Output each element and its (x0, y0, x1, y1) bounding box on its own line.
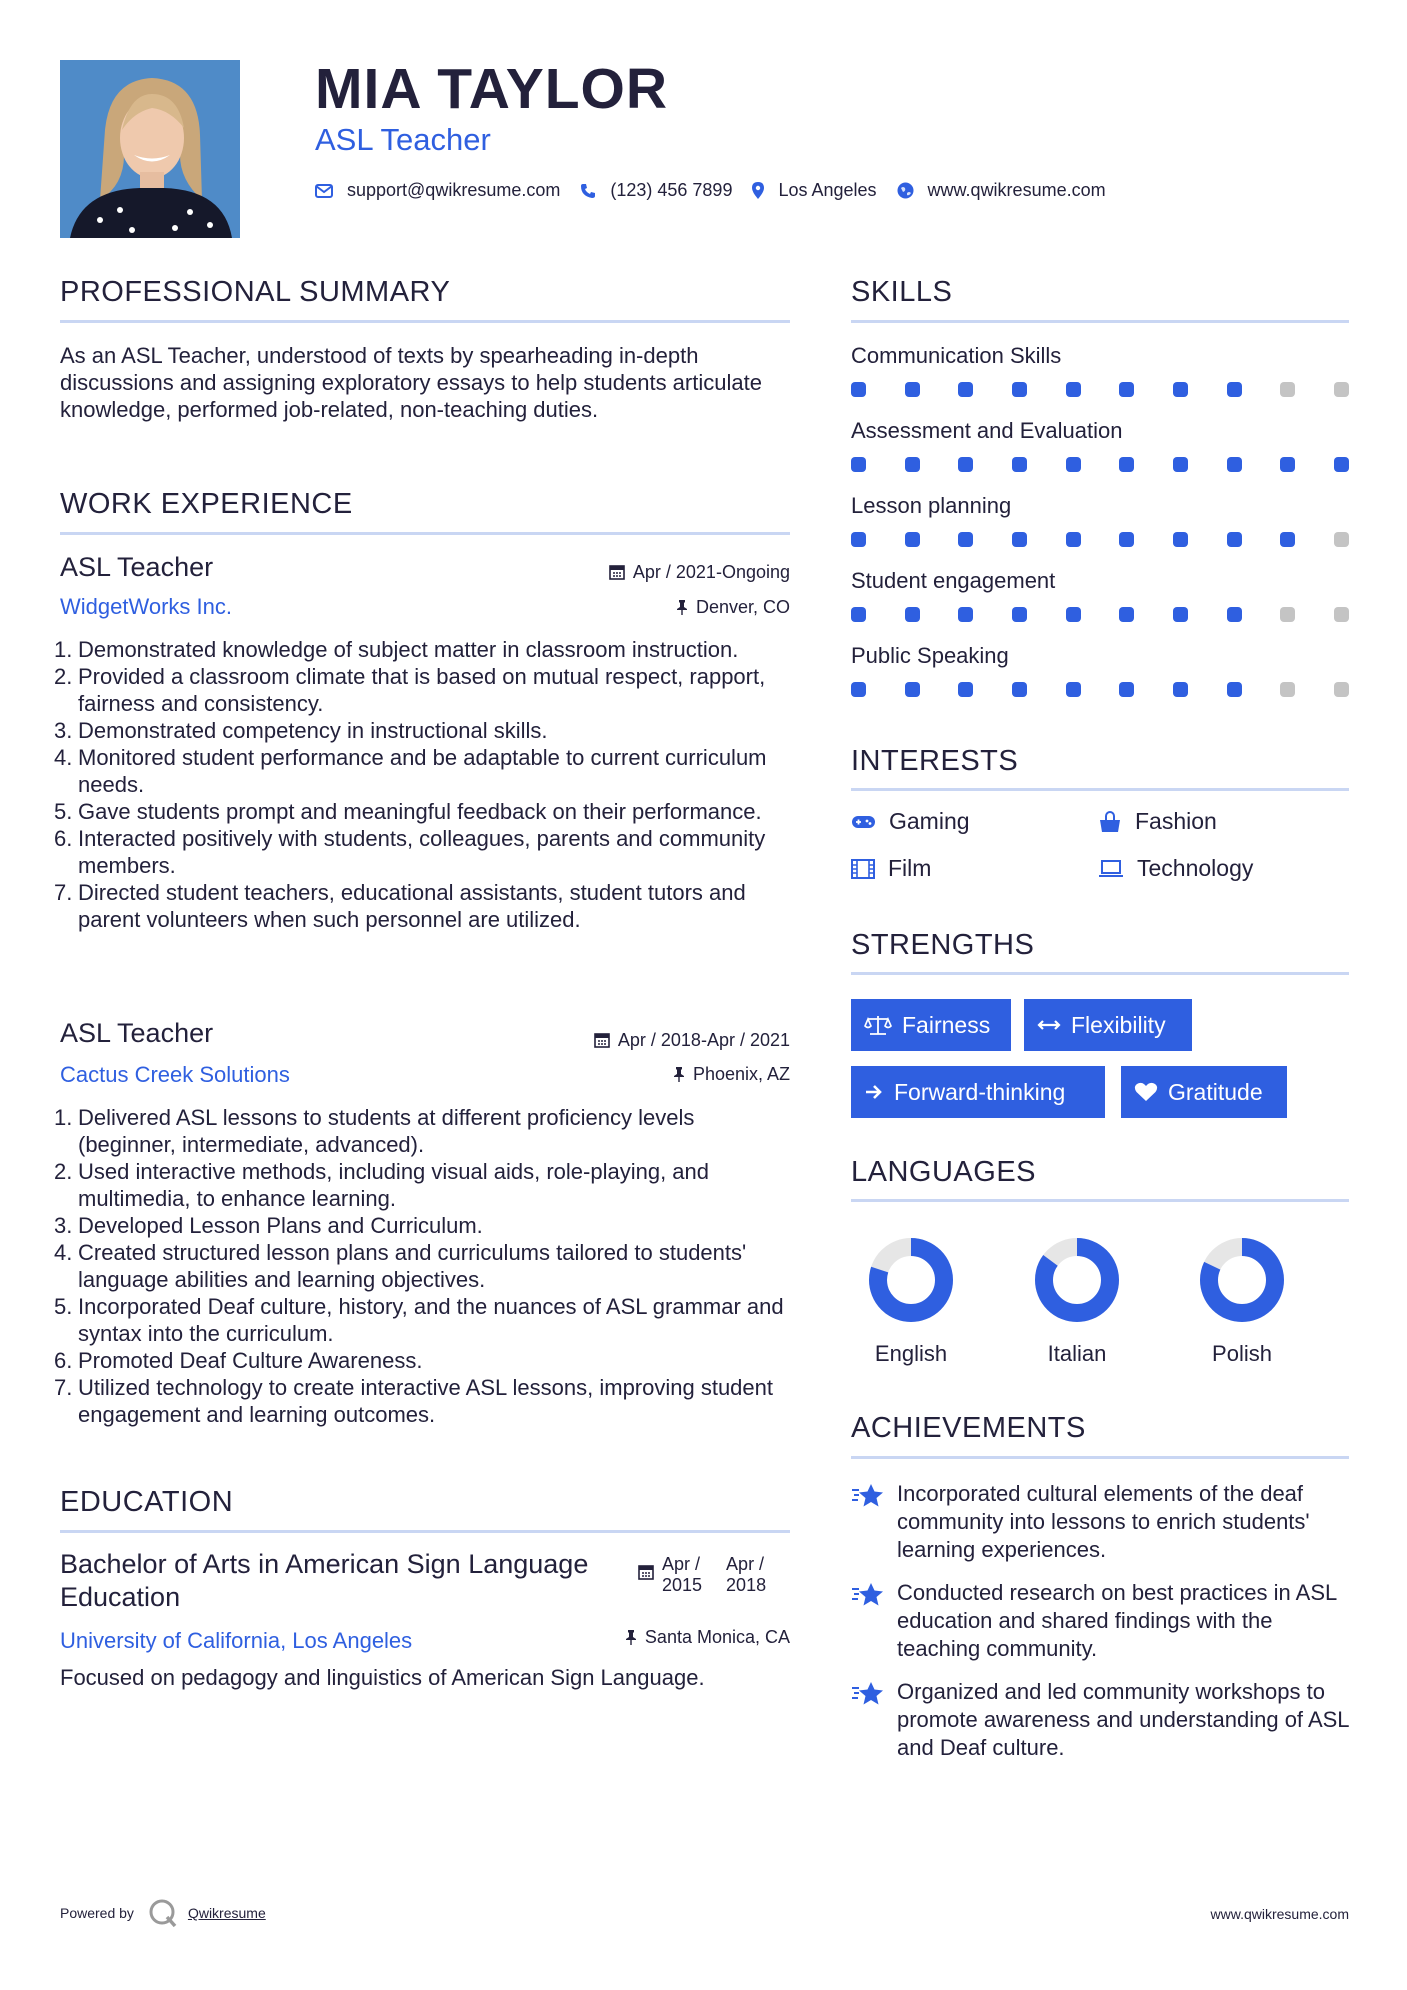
balance-scale-icon (864, 1014, 892, 1036)
language-donut (1032, 1235, 1122, 1325)
list-item: 5. Gave students prompt and meaningful feedback on their performance. (54, 799, 762, 824)
skill-dot-empty (1280, 382, 1295, 397)
achievement-text: Incorporated cultural elements of the deaf community into lessons to enrich students' learning experiences. (897, 1481, 1310, 1562)
skill-dot-filled (1227, 382, 1242, 397)
skill-rating (851, 457, 1349, 475)
powered-by-label: Powered by (60, 1905, 134, 1921)
language-name: English (874, 1341, 948, 1366)
job-dates (594, 1030, 790, 1053)
list-item: 4. Monitored student performance and be adaptable to current curriculum needs. (54, 745, 767, 797)
arrows-horizontal-icon (1037, 1018, 1061, 1032)
skill-dot-filled (958, 457, 973, 472)
strength-label: Fairness (902, 1011, 991, 1038)
skills-divider (851, 320, 1349, 323)
language-item (1017, 1235, 1137, 1367)
contact-website[interactable]: www.qwikresume.com (927, 180, 1106, 200)
education-location (625, 1627, 790, 1650)
profile-photo (60, 60, 240, 238)
list-item: 6. Promoted Deaf Culture Awareness. (54, 1348, 423, 1373)
language-name: Italian (1047, 1341, 1107, 1366)
film-icon (851, 859, 875, 879)
skill-dot-filled (1280, 532, 1295, 547)
skill-dot-empty (1334, 682, 1349, 697)
language-item (851, 1235, 971, 1367)
footer-powered-by (60, 1898, 266, 1928)
skill-dot-filled (905, 382, 920, 397)
calendar-icon (609, 564, 625, 585)
list-item: 3. Developed Lesson Plans and Curriculum. (54, 1213, 483, 1238)
skill-dot-filled (1012, 682, 1027, 697)
skill-dot-filled (1119, 457, 1134, 472)
candidate-name: MIA TAYLOR (315, 57, 669, 121)
skill-dot-empty (1280, 682, 1295, 697)
skill-dot-filled (1012, 457, 1027, 472)
strengths-divider (851, 972, 1349, 975)
skill-dot-filled (1227, 457, 1242, 472)
envelope-icon (315, 184, 333, 198)
job-location-text: Denver, CO (695, 597, 790, 617)
skill-dot-filled (905, 532, 920, 547)
skill-dot-filled (1173, 532, 1188, 547)
skill-dot-filled (1227, 682, 1242, 697)
skill-dot-filled (1173, 607, 1188, 622)
skill-dot-empty (1280, 607, 1295, 622)
education-start-year: 2015 (662, 1575, 703, 1595)
achievement-text: Conducted research on best practices in ASL education and shared findings with the teaching community. (897, 1580, 1337, 1661)
skill-dot-filled (958, 607, 973, 622)
education-location-text: Santa Monica, CA (644, 1627, 790, 1647)
star-icon (851, 1680, 885, 1708)
calendar-icon (638, 1564, 654, 1596)
summary-heading: PROFESSIONAL SUMMARY (60, 276, 451, 308)
interests-heading: INTERESTS (851, 745, 1019, 777)
candidate-role: ASL Teacher (315, 122, 491, 157)
skill-dot-filled (958, 382, 973, 397)
laptop-icon (1098, 860, 1124, 878)
skill-dot-filled (1012, 382, 1027, 397)
education-start (662, 1554, 702, 1596)
education-end (726, 1554, 766, 1596)
duty-text: Gave students prompt and meaningful feedback on their performance. (78, 799, 762, 824)
duty-text: Utilized technology to create interactive ASL lessons, improving student engagement and learning outcomes. (78, 1375, 773, 1427)
interest-item (1098, 855, 1253, 882)
skill-label: Public Speaking (851, 643, 1009, 668)
languages-heading: LANGUAGES (851, 1156, 1036, 1188)
skill-dot-filled (1227, 532, 1242, 547)
interest-item (851, 808, 970, 835)
skill-label: Student engagement (851, 568, 1056, 593)
duty-text: Incorporated Deaf culture, history, and the nuances of ASL grammar and syntax into the curriculum. (78, 1294, 784, 1346)
duty-text: Directed student teachers, educational assistants, student tutors and parent volunteers when such personnel are utilized. (78, 880, 746, 932)
skill-rating (851, 607, 1349, 625)
arrow-right-icon (864, 1083, 884, 1101)
language-donut (866, 1235, 956, 1325)
list-item: 2. Used interactive methods, including visual aids, role-playing, and multimedia, to enhance learning. (54, 1159, 710, 1211)
map-marker-icon (752, 182, 764, 199)
skill-dot-filled (905, 607, 920, 622)
achievements-divider (851, 1456, 1349, 1459)
duty-text: Demonstrated knowledge of subject matter in classroom instruction. (78, 637, 739, 662)
education-end-year: 2018 (726, 1575, 767, 1595)
strength-tag (851, 1066, 1105, 1118)
strength-label: Flexibility (1071, 1011, 1166, 1038)
strength-tag (1024, 999, 1192, 1051)
skill-dot-empty (1334, 532, 1349, 547)
achievement-item (851, 1678, 1361, 1762)
star-icon (851, 1581, 885, 1609)
education-dates (638, 1554, 766, 1596)
list-item: 6. Interacted positively with students, colleagues, parents and community members. (54, 826, 766, 878)
education-school: University of California, Los Angeles (60, 1628, 413, 1653)
job-title: ASL Teacher (60, 552, 214, 582)
pin-icon (625, 1629, 637, 1650)
contact-email[interactable]: support@qwikresume.com (347, 180, 561, 200)
strength-label: Forward-thinking (894, 1078, 1066, 1105)
skill-dot-filled (1119, 532, 1134, 547)
globe-icon (897, 182, 914, 199)
skill-label: Communication Skills (851, 343, 1062, 368)
duty-text: Provided a classroom climate that is based on mutual respect, rapport, fairness and consistency. (78, 664, 766, 716)
qwikresume-link[interactable]: Qwikresume (187, 1905, 266, 1921)
skill-dot-filled (958, 682, 973, 697)
education-heading: EDUCATION (60, 1486, 234, 1518)
duty-text: Delivered ASL lessons to students at different proficiency levels (beginner, intermediate, advanced). (78, 1105, 695, 1157)
duty-text: Interacted positively with students, colleagues, parents and community members. (78, 826, 766, 878)
achievements-heading: ACHIEVEMENTS (851, 1412, 1086, 1444)
job-dates-text: Apr / 2021-Ongoing (632, 562, 790, 582)
skill-dot-filled (851, 682, 866, 697)
job-company: Cactus Creek Solutions (60, 1062, 290, 1087)
skill-dot-filled (1280, 457, 1295, 472)
contact-bar (315, 180, 1126, 201)
job-duties-list (54, 636, 798, 933)
interest-label: Technology (1137, 855, 1254, 881)
education-divider (60, 1530, 790, 1533)
skill-dot-filled (1066, 457, 1081, 472)
gamepad-icon (851, 814, 876, 830)
job-company: WidgetWorks Inc. (60, 594, 232, 619)
interests-divider (851, 788, 1349, 791)
education-description: Focused on pedagogy and linguistics of American Sign Language. (60, 1665, 705, 1690)
skill-dot-empty (1334, 382, 1349, 397)
duty-text: Monitored student performance and be adaptable to current curriculum needs. (78, 745, 767, 797)
job-title: ASL Teacher (60, 1018, 214, 1048)
skill-label: Lesson planning (851, 493, 1012, 518)
duty-text: Created structured lesson plans and curriculums tailored to students' language abilities and learning objectives. (78, 1240, 747, 1292)
work-heading: WORK EXPERIENCE (60, 488, 353, 520)
calendar-icon (594, 1032, 610, 1053)
skill-dot-filled (851, 607, 866, 622)
job-duties-list (54, 1104, 798, 1428)
list-item: 4. Created structured lesson plans and curriculums tailored to students' language abilities and learning objectives. (54, 1240, 747, 1292)
duty-text: Demonstrated competency in instructional skills. (78, 718, 548, 743)
skill-dot-filled (1012, 532, 1027, 547)
job-location (673, 1064, 790, 1087)
skill-rating (851, 682, 1349, 700)
skill-dot-empty (1334, 607, 1349, 622)
achievement-item (851, 1480, 1361, 1564)
job-location (676, 597, 790, 620)
interest-label: Film (888, 855, 932, 881)
list-item: 3. Demonstrated competency in instructional skills. (54, 718, 548, 743)
education-start-month: Apr / (662, 1554, 701, 1574)
skill-dot-filled (905, 682, 920, 697)
skills-heading: SKILLS (851, 276, 953, 308)
footer-website[interactable]: www.qwikresume.com (1210, 1906, 1349, 1922)
work-divider (60, 532, 790, 535)
job-dates-text: Apr / 2018-Apr / 2021 (617, 1030, 790, 1050)
contact-location: Los Angeles (778, 180, 877, 200)
strength-tag (1121, 1066, 1287, 1118)
star-icon (851, 1482, 885, 1510)
shopping-bag-icon (1098, 811, 1122, 833)
skill-dot-filled (851, 382, 866, 397)
duty-text: Promoted Deaf Culture Awareness. (78, 1348, 423, 1373)
heart-icon (1134, 1082, 1158, 1102)
strength-label: Gratitude (1168, 1078, 1263, 1105)
skill-dot-filled (905, 457, 920, 472)
interest-item (1098, 808, 1217, 835)
skill-dot-filled (851, 457, 866, 472)
skill-dot-filled (1012, 607, 1027, 622)
language-name: Polish (1212, 1341, 1272, 1366)
job-location-text: Phoenix, AZ (692, 1064, 790, 1084)
achievement-text: Organized and led community workshops to promote awareness and understanding of ASL and Deaf culture. (897, 1679, 1349, 1760)
skill-rating (851, 382, 1349, 400)
strengths-heading: STRENGTHS (851, 929, 1035, 961)
language-item (1182, 1235, 1302, 1367)
list-item: 5. Incorporated Deaf culture, history, and the nuances of ASL grammar and syntax into the curriculum. (54, 1294, 784, 1346)
list-item: 1. Delivered ASL lessons to students at different proficiency levels (beginner, intermediate, advanced). (54, 1105, 695, 1157)
interest-label: Gaming (889, 808, 970, 834)
qwikresume-logo-icon (148, 1898, 178, 1928)
skill-dot-filled (1227, 607, 1242, 622)
language-donut (1197, 1235, 1287, 1325)
list-item: 7. Directed student teachers, educational assistants, student tutors and parent volunteers when such personnel are utilized. (54, 880, 746, 932)
education-degree: Bachelor of Arts in American Sign Language Education (60, 1549, 589, 1612)
contact-phone[interactable]: (123) 456 7899 (610, 180, 733, 200)
skill-dot-filled (1334, 457, 1349, 472)
job-dates (609, 562, 790, 585)
pin-icon (673, 1066, 685, 1087)
duty-text: Used interactive methods, including visual aids, role-playing, and multimedia, to enhance learning. (78, 1159, 710, 1211)
skill-dot-filled (1173, 382, 1188, 397)
achievement-item (851, 1579, 1361, 1663)
list-item: 2. Provided a classroom climate that is based on mutual respect, rapport, fairness and consistency. (54, 664, 766, 716)
list-item: 7. Utilized technology to create interactive ASL lessons, improving student engagement and learning outcomes. (54, 1375, 773, 1427)
skill-dot-filled (1119, 382, 1134, 397)
skill-rating (851, 532, 1349, 550)
summary-text: As an ASL Teacher, understood of texts by spearheading in-depth discussions and assigning exploratory essays to help students articulate knowledge, performed job-related, non-teaching duties. (60, 343, 762, 422)
skill-dot-filled (1066, 532, 1081, 547)
skill-label: Assessment and Evaluation (851, 418, 1123, 443)
phone-icon (580, 183, 596, 199)
summary-divider (60, 320, 790, 323)
skill-dot-filled (1173, 682, 1188, 697)
duty-text: Developed Lesson Plans and Curriculum. (78, 1213, 483, 1238)
languages-divider (851, 1199, 1349, 1202)
interest-label: Fashion (1135, 808, 1217, 834)
skill-dot-filled (1173, 457, 1188, 472)
skill-dot-filled (1119, 607, 1134, 622)
skill-dot-filled (1066, 682, 1081, 697)
list-item: 1. Demonstrated knowledge of subject matter in classroom instruction. (54, 637, 739, 662)
strength-tag (851, 999, 1011, 1051)
interest-item (851, 855, 931, 882)
skill-dot-filled (1066, 382, 1081, 397)
education-end-month: Apr / (726, 1554, 765, 1574)
skill-dot-filled (958, 532, 973, 547)
skill-dot-filled (1119, 682, 1134, 697)
pin-icon (676, 599, 688, 620)
skill-dot-filled (851, 532, 866, 547)
skill-dot-filled (1066, 607, 1081, 622)
